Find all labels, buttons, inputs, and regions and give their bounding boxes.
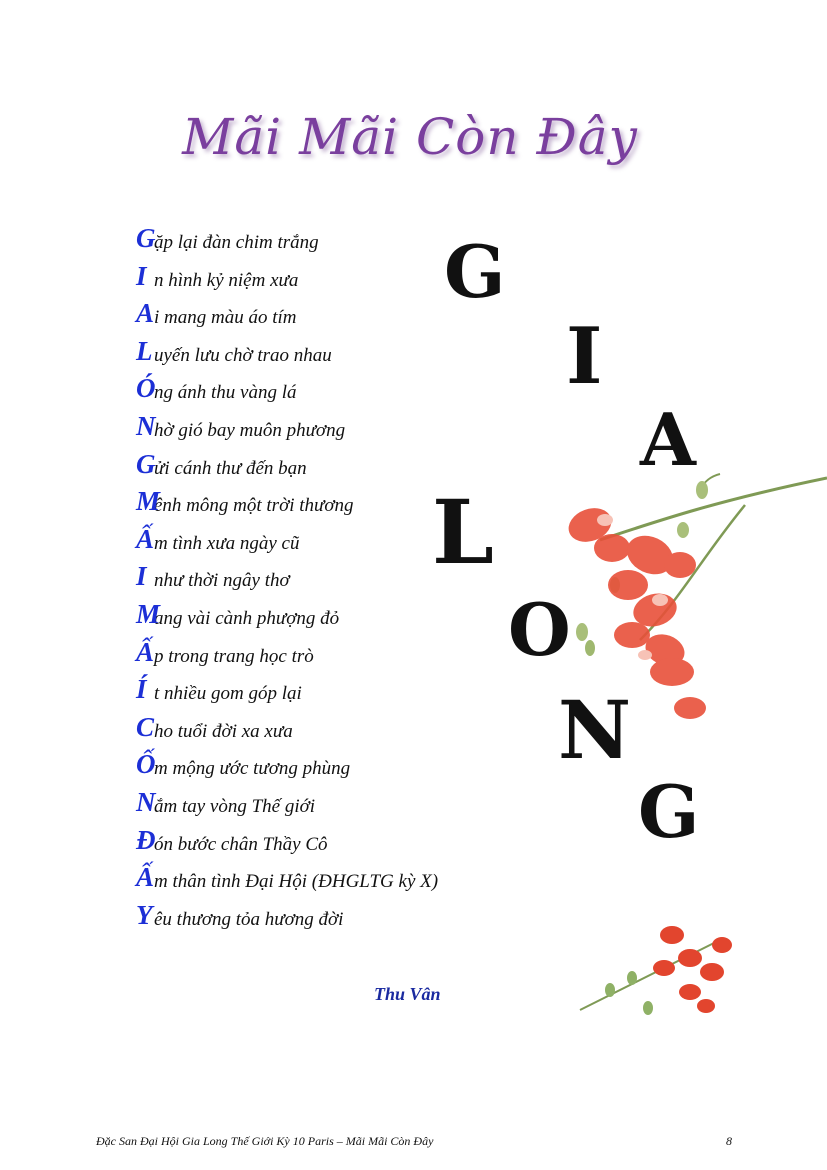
poem-line-text: t nhiều gom góp lại — [154, 683, 302, 705]
poem-line-text: ng ánh thu vàng lá — [154, 382, 297, 404]
poem-line-text: hờ gió bay muôn phương — [154, 419, 346, 441]
poem-line: N hờ gió bay muôn phương — [136, 410, 346, 441]
poem-line: I như thời ngây thơ — [136, 561, 290, 592]
decorative-letter-n: N — [558, 683, 632, 777]
poem-line: Ấ p trong trang học trò — [136, 636, 314, 667]
poem-line: Ấ m tình xưa ngày cũ — [136, 523, 300, 554]
poem-line: C ho tuổi đời xa xưa — [136, 711, 293, 742]
poem-line-text: ênh mông một trời thương — [154, 495, 354, 517]
poem-line-text: m mộng ước tương phùng — [154, 758, 351, 780]
author-signature: Thu Vân — [374, 984, 441, 1004]
poem-line: M ang vài cành phượng đỏ — [136, 598, 340, 629]
decorative-letter-l: L — [432, 480, 494, 584]
poem-line-text: ho tuổi đời xa xưa — [154, 720, 293, 742]
page-number: 8 — [726, 1134, 732, 1148]
page-title: Mãi Mãi Còn Đây — [182, 108, 638, 166]
poem-line: N ắm tay vòng Thế giới — [136, 786, 316, 817]
decorative-letter-g: G — [638, 769, 700, 854]
poem-line-text: như thời ngây thơ — [154, 570, 290, 592]
page-footer — [96, 1134, 736, 1149]
poem-line-text: ắm tay vòng Thế giới — [154, 795, 316, 817]
decorative-letter-a: A — [640, 397, 696, 482]
poem-line-text: p trong trang học trò — [154, 645, 314, 667]
poem-line-text: m thân tình Đại Hội (ĐHGLTG kỳ X) — [154, 871, 439, 893]
poem-line: G ặp lại đàn chim trắng — [136, 223, 319, 253]
poem-line: Ó ng ánh thu vàng lá — [136, 373, 297, 404]
poem-line: Í t nhiều gom góp lại — [136, 674, 302, 705]
flame-tree-branch-small — [580, 926, 732, 1015]
poem-line: I n hình kỷ niệm xưa — [136, 260, 299, 291]
poem-line: Đ ón bước chân Thầy Cô — [136, 824, 328, 855]
decorative-letter-o: O — [508, 587, 571, 672]
poem-line: G ửi cánh thư đến bạn — [136, 448, 307, 479]
decorative-letter-i: I — [566, 311, 603, 402]
poem-line: Y êu thương tỏa hương đời — [136, 899, 344, 930]
poem-line: L uyến lưu chờ trao nhau — [136, 335, 332, 366]
poem-line-text: ang vài cành phượng đỏ — [154, 607, 340, 629]
poem-line: Ấ m thân tình Đại Hội (ĐHGLTG kỳ X) — [136, 862, 439, 893]
poem-line-text: êu thương tỏa hương đời — [154, 908, 344, 930]
poem-line: M ênh mông một trời thương — [136, 486, 354, 517]
poem-line-text: uyến lưu chờ trao nhau — [154, 344, 332, 366]
poem-line-text: ón bước chân Thầy Cô — [154, 833, 328, 855]
poem-line-text: n hình kỷ niệm xưa — [154, 269, 299, 291]
poem-line-text: ặp lại đàn chim trắng — [154, 232, 319, 253]
poem-line-text: ửi cánh thư đến bạn — [154, 457, 307, 479]
poem-line-text: m tình xưa ngày cũ — [154, 532, 300, 554]
poem-line: Ố m mộng ước tương phùng — [136, 749, 351, 780]
decorative-letter-g: G — [444, 229, 506, 314]
poem-line-text: i mang màu áo tím — [154, 307, 297, 329]
poem-line: A i mang màu áo tím — [136, 298, 297, 329]
footer-text: Đặc San Đại Hội Gia Long Thế Giới Kỳ 10 Paris – Mãi Mãi Còn Đây — [96, 1134, 434, 1148]
